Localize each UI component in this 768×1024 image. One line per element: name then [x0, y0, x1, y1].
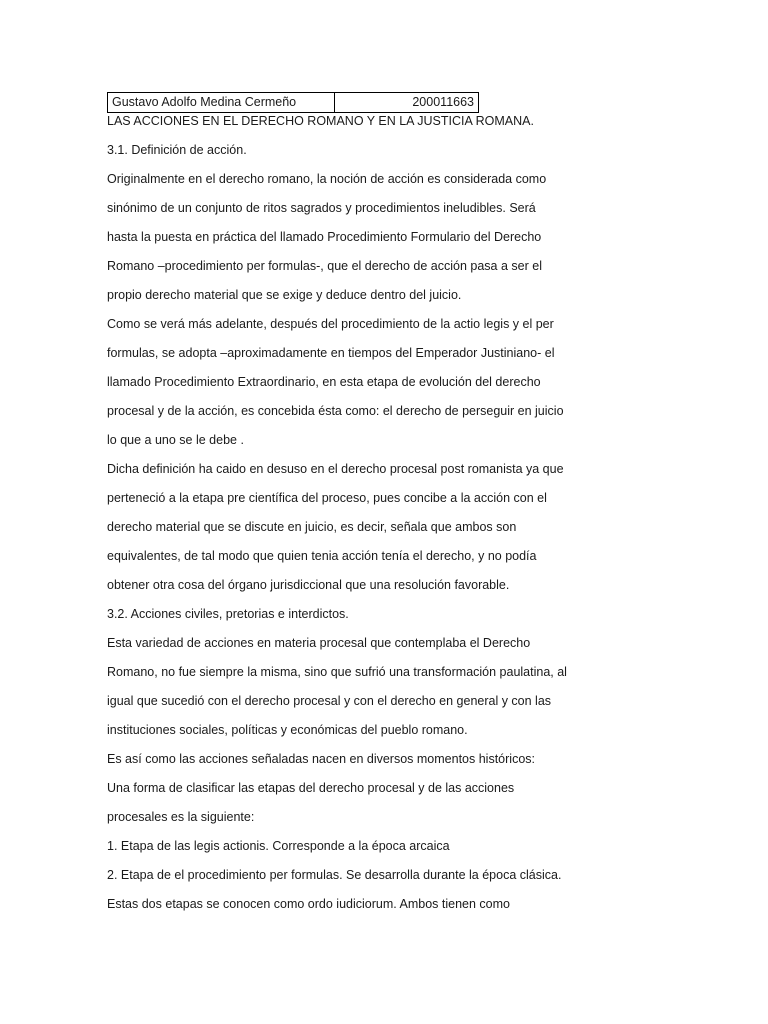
text-line: procesal y de la acción, es concebida ésta como: el derecho de perseguir en juicio: [107, 404, 564, 418]
text-line: igual que sucedió con el derecho procesal y con el derecho en general y con las: [107, 694, 552, 708]
text-line: instituciones sociales, políticas y económicas del pueblo romano.: [107, 723, 468, 737]
text-line: Romano –procedimiento per formulas-, que el derecho de acción pasa a ser el: [107, 259, 542, 273]
text-line: derecho material que se discute en juicio, es decir, señala que ambos son: [107, 520, 517, 534]
text-line: lo que a uno se le debe .: [107, 433, 244, 447]
student-id: 200011663: [335, 93, 479, 113]
text-line: procesales es la siguiente:: [107, 810, 255, 824]
text-line: propio derecho material que se exige y deduce dentro del juicio.: [107, 288, 462, 302]
text-line: equivalentes, de tal modo que quien tenia acción tenía el derecho, y no podía: [107, 549, 537, 563]
text-line: obtener otra cosa del órgano jurisdiccional que una resolución favorable.: [107, 578, 510, 592]
text-line: Como se verá más adelante, después del procedimiento de la actio legis y el per: [107, 317, 554, 331]
text-line: Estas dos etapas se conocen como ordo iudiciorum. Ambos tienen como: [107, 897, 510, 911]
section-heading: 3.1. Definición de acción.: [107, 143, 247, 157]
text-line: sinónimo de un conjunto de ritos sagrados y procedimientos ineludibles. Será: [107, 201, 536, 215]
author-name: Gustavo Adolfo Medina Cermeño: [108, 93, 335, 113]
text-line: Romano, no fue siempre la misma, sino que sufrió una transformación paulatina, al: [107, 665, 567, 679]
list-item: 2. Etapa de el procedimiento per formulas. Se desarrolla durante la época clásica.: [107, 868, 562, 882]
text-line: perteneció a la etapa pre científica del proceso, pues concibe a la acción con el: [107, 491, 547, 505]
document-title: LAS ACCIONES EN EL DERECHO ROMANO Y EN LA JUSTICIA ROMANA.: [107, 114, 534, 128]
section-heading: 3.2. Acciones civiles, pretorias e interdictos.: [107, 607, 349, 621]
author-row: [108, 93, 479, 113]
author-table: [107, 92, 479, 113]
text-line: Esta variedad de acciones en materia procesal que contemplaba el Derecho: [107, 636, 531, 650]
text-line: Es así como las acciones señaladas nacen en diversos momentos históricos:: [107, 752, 535, 766]
text-line: llamado Procedimiento Extraordinario, en esta etapa de evolución del derecho: [107, 375, 541, 389]
text-line: hasta la puesta en práctica del llamado Procedimiento Formulario del Derecho: [107, 230, 542, 244]
list-item: 1. Etapa de las legis actionis. Corresponde a la época arcaica: [107, 839, 450, 853]
text-line: Dicha definición ha caido en desuso en el derecho procesal post romanista ya que: [107, 462, 564, 476]
text-line: Una forma de clasificar las etapas del derecho procesal y de las acciones: [107, 781, 515, 795]
text-line: Originalmente en el derecho romano, la noción de acción es considerada como: [107, 172, 547, 186]
text-line: formulas, se adopta –aproximadamente en tiempos del Emperador Justiniano- el: [107, 346, 555, 360]
